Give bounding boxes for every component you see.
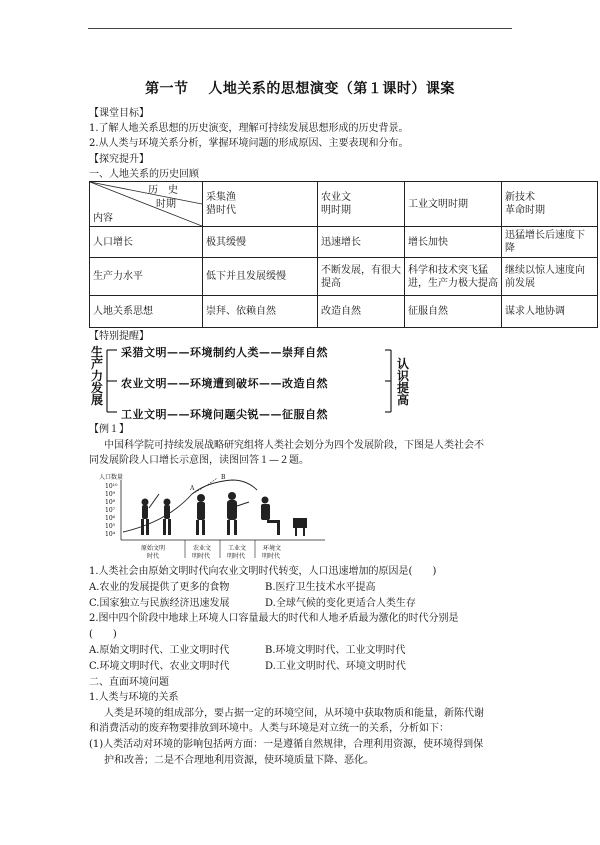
table-cell: 科学和技术突飞猛进，生产力极大提高 [405, 258, 502, 296]
table-header-row [90, 182, 598, 227]
explore-header: 【探究提升】 [89, 154, 149, 165]
row-label: 人口增长 [90, 227, 203, 258]
table-cell: 征服自然 [405, 296, 502, 328]
page-title: 第一节 人地关系的思想演变（第１课时）课案 [145, 81, 455, 97]
header-rule [88, 28, 512, 29]
goal-2: 2.从人类与环境关系分析，掌握环境问题的形成原因、主要表现和分布。 [89, 138, 409, 149]
era-label: 原始文明 [141, 545, 166, 552]
example-para-2: 同发展阶段人口增长示意图，读图回答１—２题。 [89, 455, 309, 466]
corner-label-top: 历 史 [148, 185, 178, 196]
question-2: 2.图中四个阶段中地球上环境人口容量最大的时代和人地矛盾最为激化的时代分别是 [89, 613, 459, 624]
table-row [90, 227, 598, 258]
figure-y-tick: 10⁷ [105, 507, 116, 514]
table-cell: 谋求人地协调 [502, 296, 598, 328]
table-corner-cell [90, 182, 203, 227]
era-label: 时代 [147, 553, 160, 560]
table-cell: 增长加快 [405, 227, 502, 258]
corner-label-mid: 时期 [156, 199, 176, 210]
figure-y-tick: 10⁶ [105, 515, 116, 522]
table-cell: 迅速增长 [318, 227, 405, 258]
figure-y-tick: 10⁹ [105, 491, 116, 498]
row-label: 人地关系思想 [90, 296, 203, 328]
figure-y-tick: 10¹⁰ [105, 483, 118, 490]
figure-y-label: 人口数量 [99, 474, 124, 481]
history-table [89, 181, 598, 328]
table-cell: 改造自然 [318, 296, 405, 328]
section2-title: 二、直面环境问题 [89, 677, 169, 688]
era-label: 明时代 [262, 553, 281, 560]
q1-option-c: C.国家独立与民族经济迅速发展 [89, 598, 230, 609]
table-cell: 迅猛增长后速度下降 [502, 227, 598, 258]
section1-title: 一、人地关系的历史回顾 [89, 169, 199, 180]
era-label: 农业文 [193, 545, 212, 552]
q1-option-b: B.医疗卫生技术水平提高 [265, 582, 376, 593]
population-figure-drawing [97, 472, 327, 560]
q2-option-d: D.工业文明时代、环境文明时代 [265, 661, 406, 672]
para2-line-2: 护和改善；二是不合理地利用资源，使环境质量下降、恶化。 [104, 755, 374, 766]
remind-row-3: 工业文明——环境问题尖锐——征服自然 [121, 408, 328, 421]
q1-option-d: D.全球气候的变化更适合人类生存 [265, 598, 416, 609]
example-header: 【例１】 [89, 424, 129, 435]
table-cell: 低下并且发展缓慢 [203, 258, 318, 296]
table-cell: 继续以惊人速度向前发展 [502, 258, 598, 296]
table-header-cell: 工业文明时期 [405, 182, 502, 227]
row-label: 生产力水平 [90, 258, 203, 296]
subsection-1: 1.人类与环境的关系 [89, 692, 179, 703]
para1-line-2: 和消费活动的废弃物要排放到环境中。人类与环境是对立统一的关系，分析如下： [89, 723, 449, 734]
curve-label-b: B [221, 474, 226, 481]
era-label: 明时代 [227, 553, 246, 560]
goal-1: 1.了解人地关系思想的历史演变，理解可持续发展思想形成的历史背景。 [89, 123, 409, 134]
era-label: 明时代 [192, 553, 211, 560]
figure-y-tick: 10⁸ [105, 499, 116, 506]
q2-option-a: A.原始文明时代、工业文明时代 [89, 645, 230, 656]
era-label: 环境文 [263, 545, 282, 552]
example-para-1: 中国科学院可持续发展战略研究组将人类社会划分为四个发展阶段，下图是人类社会不 [104, 440, 484, 451]
para1-line-1: 人类是环境的组成部分，要占据一定的环境空间，从环境中获取物质和能量，新陈代谢 [104, 708, 484, 719]
table-row [90, 258, 598, 296]
question-2-paren: ( ) [89, 629, 117, 640]
remind-row-2: 农业文明——环境遭到破坏——改造自然 [121, 377, 328, 390]
population-figure [97, 472, 327, 560]
table-cell: 崇拜、依赖自然 [203, 296, 318, 328]
q2-option-c: C.环境文明时代、农业文明时代 [89, 661, 230, 672]
goals-header: 【课堂目标】 [89, 108, 149, 119]
era-label: 工业文 [228, 545, 247, 552]
remind-diagram [89, 342, 419, 421]
table-cell: 极其缓慢 [203, 227, 318, 258]
table-header-cell: 采集渔 猎时代 [203, 182, 318, 227]
q1-option-a: A.农业的发展提供了更多的食物 [89, 582, 230, 593]
remind-row-1: 采猎文明——环境制约人类——崇拜自然 [121, 346, 328, 359]
figure-y-tick: 10⁴ [105, 531, 116, 538]
curve-label-a: A [190, 485, 195, 492]
q2-option-b: B.环境文明时代、工业文明时代 [265, 645, 406, 656]
para2-line-1: (1)人类活动对环境的影响包括两方面：一是遵循自然规律，合理利用资源，使环境得到保 [89, 739, 484, 750]
remind-right-label: 认识提高 [397, 357, 410, 407]
table-header-cell: 农业文 明时期 [318, 182, 405, 227]
remind-left-label: 生产力发展 [91, 345, 104, 407]
remind-header: 【特别提醒】 [89, 331, 149, 342]
table-row [90, 296, 598, 328]
question-1: 1.人类社会由原始文明时代向农业文明时代转变，人口迅速增加的原因是( ) [89, 566, 437, 577]
table-header-cell: 新技术 革命时期 [502, 182, 598, 227]
figure-y-tick: 10⁵ [105, 523, 116, 530]
table-cell: 不断发展，有很大提高 [318, 258, 405, 296]
corner-label-bottom: 内容 [93, 213, 113, 224]
